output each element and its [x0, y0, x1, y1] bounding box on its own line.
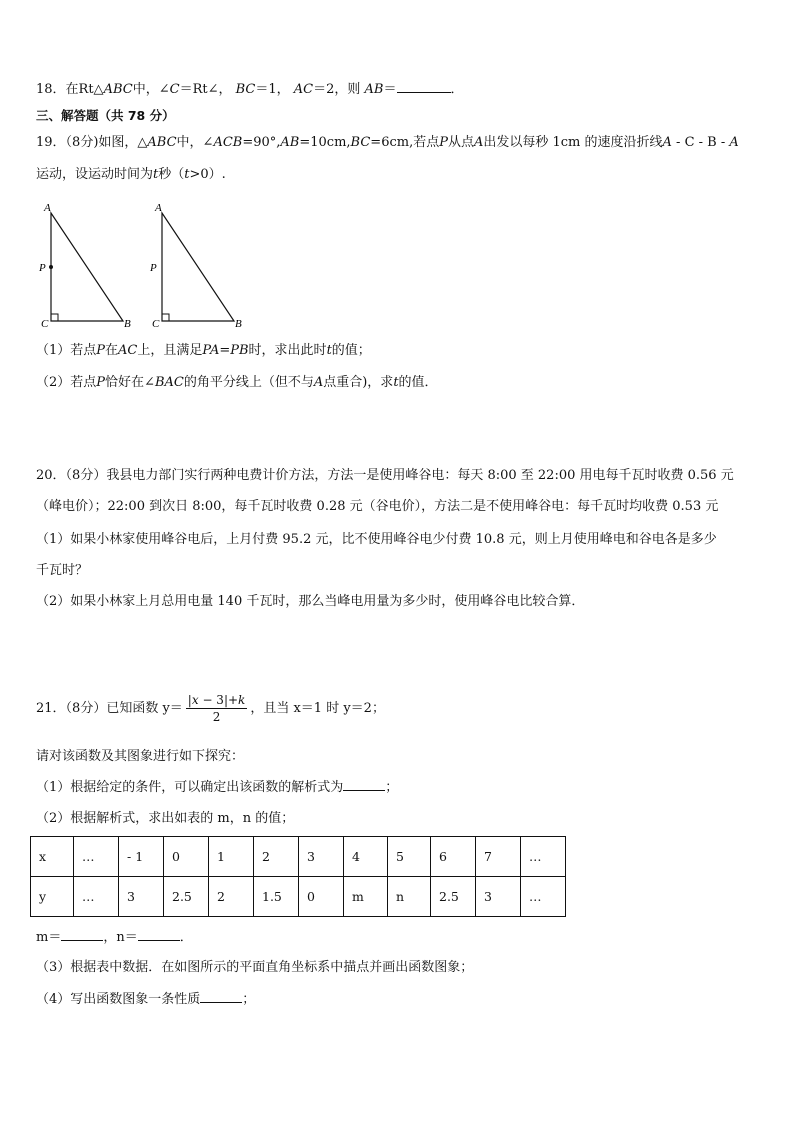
- q20-line1: 20．（8分）我县电力部门实行两种电费计价方法，方法一是使用峰谷电：每天 8:00 至 22:00 用电每千瓦时收费 0.56 元: [36, 468, 734, 483]
- triangle-figure-2: [147, 200, 257, 330]
- table-cell: - 1: [119, 837, 164, 877]
- label-b: B: [124, 318, 131, 330]
- table-cell: n: [388, 877, 431, 917]
- table-cell: 2.5: [431, 877, 476, 917]
- table-cell: 7: [476, 837, 521, 877]
- q21-sub1: （1）根据给定的条件，可以确定出该函数的解析式为 ；: [36, 780, 399, 795]
- table-cell: 1.5: [254, 877, 299, 917]
- triangle-outline: [162, 213, 234, 321]
- q18-answer-blank[interactable]: [397, 80, 451, 93]
- label-b: B: [235, 318, 242, 330]
- table-cell: 2: [254, 837, 299, 877]
- q21-sub4-blank[interactable]: [200, 990, 242, 1003]
- table-cell: 4: [344, 837, 388, 877]
- table-cell: x: [31, 837, 74, 877]
- right-angle-mark: [51, 314, 58, 321]
- table-cell: y: [31, 877, 74, 917]
- triangle-figure-1: [36, 200, 146, 330]
- q19-sub1: （1）若点P在AC上，且满足PA=PB时，求出此时t的值；: [36, 343, 371, 358]
- q21-sub4: （4）写出函数图象一条性质 ；: [36, 992, 256, 1007]
- q21-mn-line: m＝ ，n＝ ．: [36, 930, 193, 945]
- triangle-outline: [51, 213, 123, 321]
- table-cell: 1: [209, 837, 254, 877]
- label-p: P: [150, 262, 157, 274]
- label-p: P: [39, 262, 46, 274]
- q21-sub3: （3）根据表中数据．在如图所示的平面直角坐标系中描点并画出函数图象；: [36, 960, 474, 975]
- section-title: 三、解答题（共 78 分）: [36, 108, 175, 123]
- m-answer-blank[interactable]: [61, 928, 103, 941]
- q21-sub2: （2）根据解析式，求出如表的 m，n 的值；: [36, 811, 295, 826]
- label-a: A: [44, 202, 51, 214]
- q21-sub1-blank[interactable]: [343, 778, 385, 791]
- q20-sub1b: 千瓦时？: [36, 563, 89, 578]
- value-table: [30, 836, 566, 917]
- table-cell: …: [521, 877, 566, 917]
- label-a: A: [155, 202, 162, 214]
- table-row-y: [31, 877, 566, 917]
- label-c: C: [41, 318, 49, 330]
- table-cell: …: [74, 877, 119, 917]
- table-cell: 0: [299, 877, 344, 917]
- q20-line2: （峰电价）；22:00 到次日 8:00，每千瓦时收费 0.28 元（谷电价），方法二是不使用峰谷电：每千瓦时均收费 0.53 元: [36, 499, 719, 514]
- table-cell: 3: [476, 877, 521, 917]
- table-row-x: [31, 837, 566, 877]
- function-fraction: $\frac{|x - 3|+k}{2}$: [187, 693, 246, 724]
- table-cell: …: [521, 837, 566, 877]
- table-cell: 3: [119, 877, 164, 917]
- n-answer-blank[interactable]: [138, 928, 180, 941]
- table-cell: 6: [431, 837, 476, 877]
- table-cell: 2.5: [164, 877, 209, 917]
- table-cell: m: [344, 877, 388, 917]
- q20-sub2: （2）如果小林家上月总用电量 140 千瓦时，那么当峰电用量为多少时，使用峰谷电比较合算．: [36, 594, 585, 609]
- q18-line: 18．在Rt△ABC中，∠C＝Rt∠， BC＝1， AC＝2，则 AB＝ ．: [36, 82, 464, 97]
- q20-sub1a: （1）如果小林家使用峰谷电后，上月付费 95.2 元，比不使用峰谷电少付费 10.8 元，则上月使用峰电和谷电各是多少: [36, 532, 717, 547]
- table-cell: 3: [299, 837, 344, 877]
- q21-prompt: 请对该函数及其图象进行如下探究：: [36, 749, 245, 764]
- table-cell: 2: [209, 877, 254, 917]
- label-c: C: [152, 318, 160, 330]
- q19-line1: 19．（8分)如图，△ABC中，∠ACB=90°,AB=10cm,BC=6cm,若点P从点A出发以每秒 1cm 的速度沿折线A - C - B - A: [36, 135, 739, 150]
- q21-intro: 21．（8分）已知函数 y＝ $\frac{|x - 3|+k}{2}$ ，且当 x＝1 时 y＝2；: [36, 693, 385, 724]
- q19-line2: 运动，设运动时间为t秒（t>0）.: [36, 167, 226, 182]
- point-p: [49, 265, 53, 269]
- table-cell: …: [74, 837, 119, 877]
- right-angle-mark: [162, 314, 169, 321]
- table-cell: 0: [164, 837, 209, 877]
- q19-sub2: （2）若点P恰好在∠BAC的角平分线上（但不与A点重合)，求t的值．: [36, 375, 438, 390]
- table-cell: 5: [388, 837, 431, 877]
